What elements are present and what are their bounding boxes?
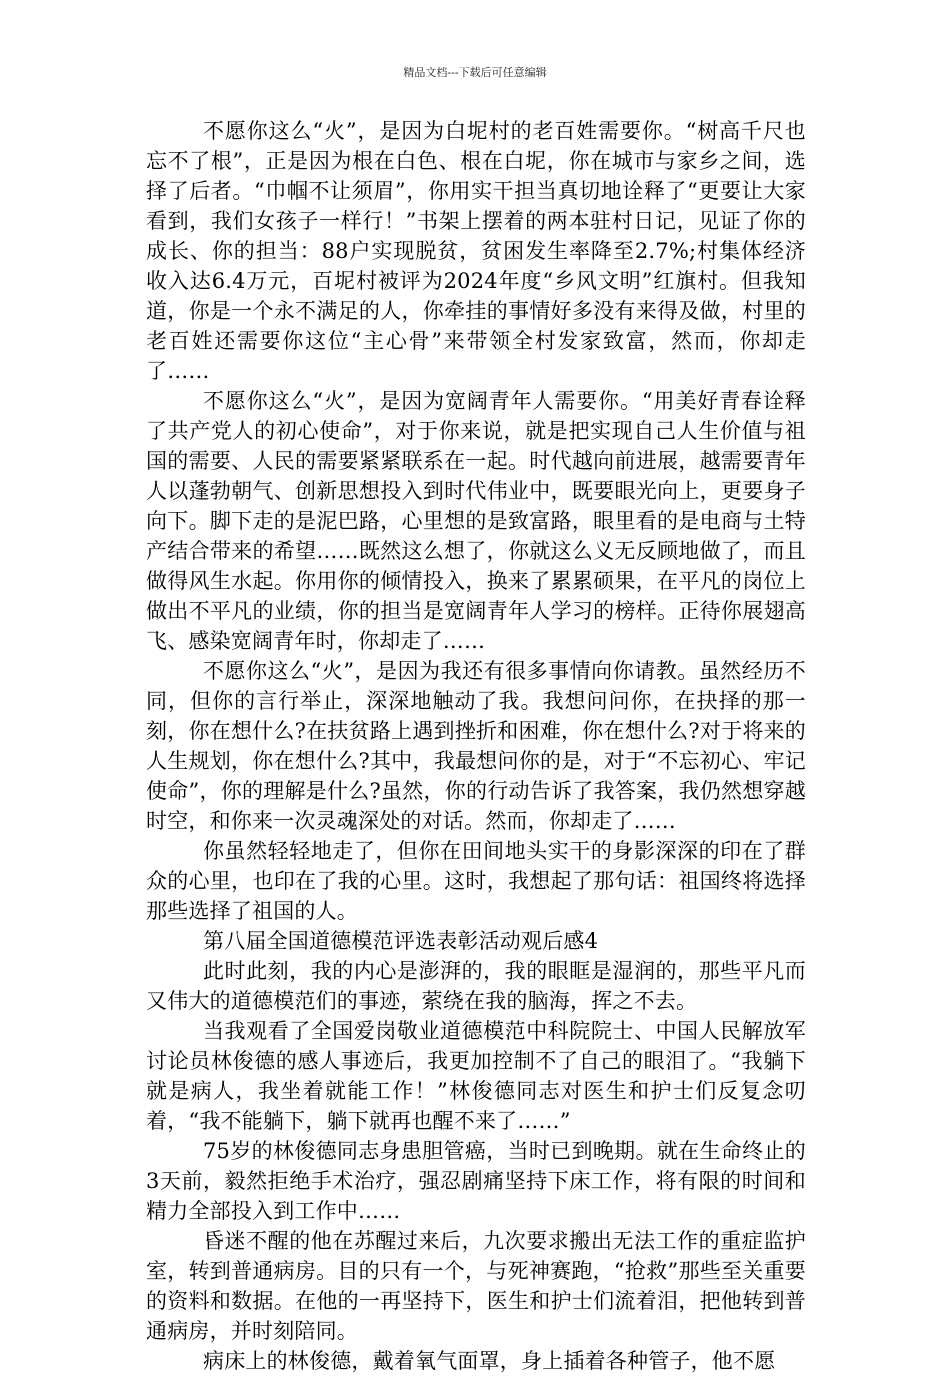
- paragraph-village: 不愿你这么“火”，是因为白坭村的老百姓需要你。“树高千尺也忘不了根”，正是因为根在白色、根在白坭，你在城市与家乡之间，选择了后者。“巾帼不让须眉”，你用实干担当真切地诠释了“更要让大家看到，我们女孩子一样行！”书架上摆着的两本驻村日记，见证了你的成长、你的担当：88户实现脱贫，贫困发生率降至2.7%;村集体经济收入达6.4万元，百坭村被评为2024年度“乡风文明”红旗村。但我知道，你是一个永不满足的人，你牵挂的事情好多没有来得及做，村里的老百姓还需要你这位“主心骨”来带领全村发家致富，然而，你却走了……: [146, 119, 806, 383]
- section-heading: 第八届全国道德模范评选表彰活动观后感4: [203, 929, 599, 953]
- paragraph-intro: 此时此刻，我的内心是澎湃的，我的眼眶是湿润的，那些平凡而又伟大的道德模范们的事迹，萦绕在我的脑海，挥之不去。: [146, 959, 806, 1013]
- page-header: 精品文档---下载后可任意编辑: [403, 66, 547, 79]
- paragraph-questions: 不愿你这么“火”，是因为我还有很多事情向你请教。虽然经历不同，但你的言行举止，深深地触动了我。我想问问你，在抉择的那一刻，你在想什么?在扶贫路上遇到挫折和困难，你在想什么?对于将来的人生规划，你在想什么?其中，我最想问你的是，对于“不忘初心、牢记使命”，你的理解是什么?虽然，你的行动告诉了我答案，我仍然想穿越时空，和你来一次灵魂深处的对话。然而，你却走了……: [146, 659, 806, 833]
- paragraph-icu: 昏迷不醒的他在苏醒过来后，九次要求搬出无法工作的重症监护室，转到普通病房。目的只有一个，与死神赛跑，“抢救”那些至关重要的资料和数据。在他的一再坚持下，医生和护士们流着泪，把他转到普通病房，并时刻陪同。: [146, 1229, 806, 1343]
- paragraph-youth: 不愿你这么“火”，是因为宽阔青年人需要你。“用美好青春诠释了共产党人的初心使命”，对于你来说，就是把实现自己人生价值与祖国的需要、人民的需要紧紧联系在一起。时代越向前进展，越需要青年人以蓬勃朝气、创新思想投入到时代伟业中，既要眼光向上，更要身子向下。脚下走的是泥巴路，心里想的是致富路，眼里看的是电商与土特产结合带来的希望……既然这么想了，你就这么义无反顾地做了，而且做得风生水起。你用你的倾情投入，换来了累累硕果，在平凡的岗位上做出不平凡的业绩，你的担当是宽阔青年人学习的榜样。正待你展翅高飞、感染宽阔青年时，你却走了……: [146, 389, 806, 653]
- paragraph-illness: 75岁的林俊德同志身患胆管癌，当时已到晚期。就在生命终止的3天前，毅然拒绝手术治疗，强忍剧痛坚持下床工作，将有限的时间和精力全部投入到工作中……: [146, 1139, 806, 1223]
- paragraph-hospital-bed: 病床上的林俊德，戴着氧气面罩，身上插着各种管子，他不愿: [203, 1349, 776, 1373]
- document-body: [146, 116, 806, 1376]
- paragraph-farewell: 你虽然轻轻地走了，但你在田间地头实干的身影深深的印在了群众的心里，也印在了我的心里。这时，我想起了那句话：祖国终将选择那些选择了祖国的人。: [146, 839, 806, 923]
- paragraph-lin-junde: 当我观看了全国爱岗敬业道德模范中科院院士、中国人民解放军讨论员林俊德的感人事迹后，我更加控制不了自己的眼泪了。“我躺下就是病人，我坐着就能工作！”林俊德同志对医生和护士们反复念叨着，“我不能躺下，躺下就再也醒不来了……”: [146, 1019, 806, 1133]
